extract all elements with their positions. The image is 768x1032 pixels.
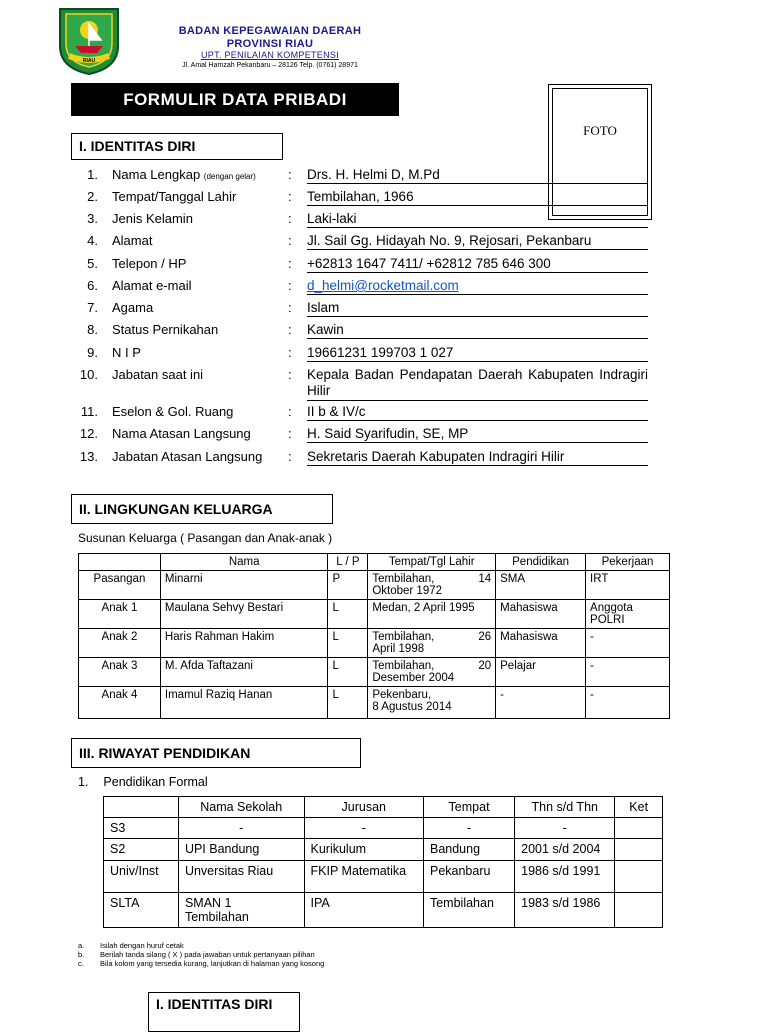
education-major: FKIP Matematika [304,861,423,893]
colon: : [288,278,292,293]
identity-row-label [112,449,262,464]
family-birth-place: Tembilahan, [372,660,435,672]
family-name: Haris Rahman Hakim [160,629,328,658]
note-text: Bila kolom yang tersedia kurang, lanjutkan di halaman yang kosong [100,959,325,968]
family-birth-place: Medan, 2 April 1995 [372,602,475,614]
identity-row-number: 1. [87,167,98,182]
family-education: - [496,687,586,719]
family-job: - [586,629,670,658]
identity-row-label [112,256,186,271]
education-major: Kurikulum [304,839,423,861]
family-col-header: L / P [328,554,368,571]
org-name: BADAN KEPEGAWAIAN DAERAH [178,25,362,37]
identity-row-label [112,322,218,337]
identity-row-label-text: Jenis Kelamin [112,211,193,226]
identity-row-value: II b & IV/c [307,404,648,421]
identity-row-value: +62813 1647 7411/ +62812 785 646 300 [307,256,648,273]
family-birth-line [372,602,491,614]
identity-row-number: 6. [87,278,98,293]
org-address: Jl. Amal Hamzah Pekanbaru – 28126 Telp. (0761) 28971 [182,62,358,69]
education-subtitle-text: Pendidikan Formal [103,775,208,789]
family-sex: L [328,687,368,719]
family-education: Pelajar [496,658,586,687]
section-family-title: II. LINGKUNGAN KELUARGA [71,494,333,524]
province-name: PROVINSI RIAU [226,38,314,50]
colon: : [288,322,292,337]
family-education: Mahasiswa [496,629,586,658]
colon: : [288,426,292,441]
colon: : [288,189,292,204]
education-note [615,839,663,861]
family-job: Anggota POLRI [586,600,670,629]
family-relation: Pasangan [79,571,161,600]
family-job: - [586,658,670,687]
unit-name: UPT. PENILAIAN KOMPETENSI [200,50,340,60]
family-birth-date: 8 Agustus 2014 [372,701,452,713]
identity-row-label-text: Eselon & Gol. Ruang [112,404,234,419]
note-letter: c. [78,959,84,968]
education-major: - [304,818,423,839]
note-letter: b. [78,950,85,959]
family-relation: Anak 3 [79,658,161,687]
identity-row-label-text: Telepon / HP [112,256,187,271]
identity-row-value: Islam [307,300,648,317]
education-subtitle [78,775,208,789]
identity-row-label [112,300,153,315]
education-level: Univ/Inst [104,861,179,893]
family-birth-line [372,631,491,643]
education-level: S2 [104,839,179,861]
email-link[interactable]: d_helmi@rocketmail.com [307,278,459,293]
family-birth-place: Tembilahan, [372,573,435,585]
education-col-header: Ket [615,797,663,818]
education-note [615,861,663,893]
family-education: Mahasiswa [496,600,586,629]
identity-row-value: H. Said Syarifudin, SE, MP [307,426,648,443]
family-birth-day: 20 [478,660,492,672]
colon: : [288,233,292,248]
education-col-header: Jurusan [304,797,423,818]
family-relation: Anak 4 [79,687,161,719]
education-table [103,796,663,928]
family-name: M. Afda Taftazani [160,658,328,687]
identity-row-label [112,426,251,441]
identity-row-number: 13. [79,449,98,464]
family-birth [368,571,496,600]
education-school: - [178,818,304,839]
identity-row-value: Jl. Sail Gg. Hidayah No. 9, Rejosari, Pekanbaru [307,233,648,250]
family-col-header: Pekerjaan [586,554,670,571]
family-birth-line [372,573,491,585]
note-line [78,941,184,950]
identity-row-number: 9. [87,345,98,360]
education-place: - [423,818,514,839]
identity-row-number: 2. [87,189,98,204]
note-text: Isilah dengan huruf cetak [100,941,184,950]
identity-row-label-text: N I P [112,345,141,360]
identity-row-number: 11. [80,404,98,419]
identity-row-number: 7. [87,300,98,315]
education-years: 1986 s/d 1991 [515,861,615,893]
family-name: Minarni [160,571,328,600]
family-sex: L [328,600,368,629]
family-birth-line [372,660,491,672]
education-row [104,861,663,893]
education-col-header: Thn s/d Thn [515,797,615,818]
identity-row-value: Kawin [307,322,648,339]
family-col-header: Pendidikan [496,554,586,571]
family-job: IRT [586,571,670,600]
identity-row-label-text: Alamat e-mail [112,278,192,293]
family-row [79,687,670,719]
colon: : [288,345,292,360]
next-page-section-title: I. IDENTITAS DIRI [148,992,300,1032]
family-birth-day: 14 [478,573,492,585]
family-table-header [79,554,670,571]
family-birth [368,600,496,629]
identity-row-label-text: Nama Atasan Langsung [112,426,251,441]
family-sex: P [328,571,368,600]
family-col-header [79,554,161,571]
section-education-title: III. RIWAYAT PENDIDIKAN [71,738,361,768]
identity-row-label-text: Jabatan saat ini [112,367,204,382]
education-school: UPI Bandung [178,839,304,861]
identity-row-label-text: Alamat [112,233,153,248]
family-row [79,600,670,629]
colon: : [288,449,292,464]
family-sex: L [328,629,368,658]
family-sex: L [328,658,368,687]
education-col-header [104,797,179,818]
family-birth [368,658,496,687]
family-birth-place: Pekenbaru, [372,689,432,701]
colon: : [288,300,292,315]
identity-row-value: Kepala Badan Pendapatan Daerah Kabupaten Indragiri Hilir [307,367,648,401]
identity-row-label-text: Nama Lengkap [112,167,201,182]
identity-row-number: 10. [79,367,98,382]
education-years: 1983 s/d 1986 [515,893,615,928]
note-line [78,959,324,968]
svg-text:RIAU: RIAU [82,58,96,64]
colon: : [288,167,292,182]
family-subtitle: Susunan Keluarga ( Pasangan dan Anak-anak ) [78,531,333,545]
colon: : [288,404,292,419]
education-note [615,893,663,928]
identity-row-label [112,404,233,419]
identity-row-value: Laki-laki [307,211,648,228]
identity-row-label [112,167,256,182]
identity-row-label [112,278,191,293]
education-place: Bandung [423,839,514,861]
family-birth-place: Tembilahan, [372,631,435,643]
education-place: Pekanbaru [423,861,514,893]
colon: : [288,256,292,271]
identity-row-label-text: Status Pernikahan [112,322,219,337]
family-name: Maulana Sehvy Bestari [160,600,328,629]
education-note [615,818,663,839]
note-letter: a. [78,941,85,950]
family-relation: Anak 2 [79,629,161,658]
identity-row-number: 8. [87,322,98,337]
family-row [79,629,670,658]
education-col-header: Tempat [423,797,514,818]
family-birth-day: 26 [478,631,492,643]
identity-row-value: Drs. H. Helmi D, M.Pd [307,167,648,184]
riau-logo [57,6,121,76]
family-col-header: Tempat/Tgl Lahir [368,554,496,571]
family-col-header: Nama [160,554,328,571]
family-table [78,553,670,719]
education-subtitle-number: 1. [78,775,89,789]
identity-row-value: Sekretaris Daerah Kabupaten Indragiri Hilir [307,449,648,466]
family-birth-line [372,689,491,701]
family-birth-date: April 1998 [372,643,425,655]
family-row [79,658,670,687]
family-education: SMA [496,571,586,600]
education-table-header [104,797,663,818]
education-school: Unversitas Riau [178,861,304,893]
photo-label: FOTO [552,88,648,216]
education-level: S3 [104,818,179,839]
identity-row-number: 12. [79,426,98,441]
identity-row-label-text: Jabatan Atasan Langsung [112,449,263,464]
education-level: SLTA [104,893,179,928]
identity-row-label [112,189,236,204]
identity-row-value: 19661231 199703 1 027 [307,345,648,362]
family-birth-date: Desember 2004 [372,672,455,684]
identity-row-label [112,367,203,382]
family-name: Imamul Raziq Hanan [160,687,328,719]
colon: : [288,211,292,226]
colon: : [288,367,292,382]
education-row [104,839,663,861]
form-title: FORMULIR DATA PRIBADI [71,83,399,116]
note-line [78,950,315,959]
education-years: - [515,818,615,839]
identity-row-label [112,345,141,360]
education-school: SMAN 1 Tembilahan [178,893,304,928]
family-birth [368,629,496,658]
identity-row-label [112,233,152,248]
identity-row-value: Tembilahan, 1966 [307,189,648,206]
identity-row-label-text: Tempat/Tanggal Lahir [112,189,237,204]
education-row [104,893,663,928]
identity-row-label-note: (dengan gelar) [203,172,256,181]
identity-row-number: 3. [87,211,98,226]
family-job: - [586,687,670,719]
note-text: Berilah tanda silang ( X ) pada jawaban untuk pertanyaan pilihan [100,950,315,959]
family-birth-date: Oktober 1972 [372,585,443,597]
identity-row-value [307,278,648,295]
identity-row-number: 4. [87,233,98,248]
family-relation: Anak 1 [79,600,161,629]
identity-row-number: 5. [87,256,98,271]
education-col-header: Nama Sekolah [178,797,304,818]
education-major: IPA [304,893,423,928]
identity-row-label [112,211,193,226]
education-years: 2001 s/d 2004 [515,839,615,861]
identity-row-label-text: Agama [112,300,154,315]
section-identity-title: I. IDENTITAS DIRI [71,133,283,160]
education-place: Tembilahan [423,893,514,928]
family-birth [368,687,496,719]
family-row [79,571,670,600]
education-row [104,818,663,839]
